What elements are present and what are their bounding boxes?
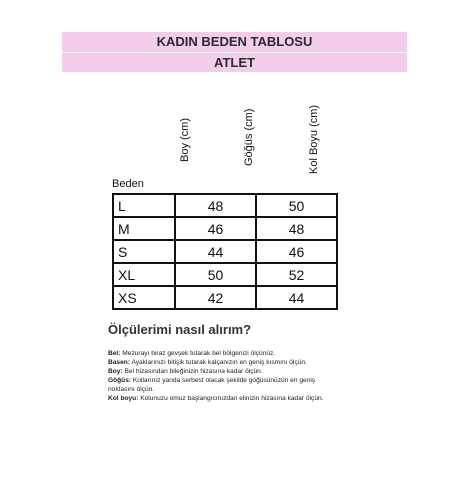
- subtitle-banner: [62, 53, 407, 72]
- guide-item: [108, 377, 438, 386]
- value-cell: 48: [256, 217, 337, 240]
- guide-item: [108, 386, 438, 395]
- table-corner-label: Beden: [112, 178, 144, 190]
- table-row: [113, 240, 337, 263]
- measurement-guide: [108, 350, 438, 403]
- guide-item-text: noktasını ölçün.: [108, 385, 155, 393]
- page-subtitle: ATLET: [214, 55, 255, 70]
- value-cell: 46: [256, 240, 337, 263]
- guide-item: [108, 359, 438, 368]
- guide-item-text: Ayaklarınızı bitişik tutarak kalçanızın en geniş kısmını ölçün.: [130, 358, 307, 366]
- title-banner: [62, 32, 407, 52]
- guide-item: [108, 395, 438, 404]
- guide-item-label: Kol boyu:: [108, 394, 139, 402]
- guide-item-text: Kolunuzu omuz başlangıcınızdan elinizin hizasına kadar ölçün.: [138, 394, 324, 402]
- value-cell: 44: [175, 240, 256, 263]
- value-cell: 52: [256, 263, 337, 286]
- page-title: KADIN BEDEN TABLOSU: [156, 34, 313, 49]
- guide-item: [108, 368, 438, 377]
- size-cell: L: [113, 194, 175, 217]
- size-cell: XL: [113, 263, 175, 286]
- guide-item-label: Boy:: [108, 367, 123, 375]
- table-row: [113, 286, 337, 309]
- table-row: [113, 194, 337, 217]
- guide-item-label: Göğüs:: [108, 376, 132, 384]
- size-table: [112, 193, 338, 310]
- value-cell: 46: [175, 217, 256, 240]
- column-header-boy: Boy (cm): [179, 118, 191, 162]
- measurement-guide-heading: Ölçülerimi nasıl alırım?: [108, 322, 252, 337]
- value-cell: 48: [175, 194, 256, 217]
- guide-item-label: Basen:: [108, 358, 130, 366]
- size-cell: M: [113, 217, 175, 240]
- size-cell: S: [113, 240, 175, 263]
- value-cell: 50: [175, 263, 256, 286]
- column-header-gogus: Göğüs (cm): [243, 108, 255, 166]
- size-cell: XS: [113, 286, 175, 309]
- value-cell: 44: [256, 286, 337, 309]
- value-cell: 42: [175, 286, 256, 309]
- column-header-kol-boyu: Kol Boyu (cm): [308, 104, 320, 174]
- table-row: [113, 217, 337, 240]
- guide-item-label: Bel:: [108, 350, 121, 357]
- value-cell: 50: [256, 194, 337, 217]
- table-row: [113, 263, 337, 286]
- guide-item: [108, 350, 438, 359]
- guide-item-text: Kollarınız yanda serbest olacak şekilde göğüsünüzün en geniş: [131, 376, 316, 384]
- guide-item-text: Bel hizasından bileğinizin hizasına kadar ölçün.: [122, 367, 263, 375]
- guide-item-text: Mezurayı biraz gevşek tutarak bel bölgenizi ölçünüz.: [120, 350, 276, 357]
